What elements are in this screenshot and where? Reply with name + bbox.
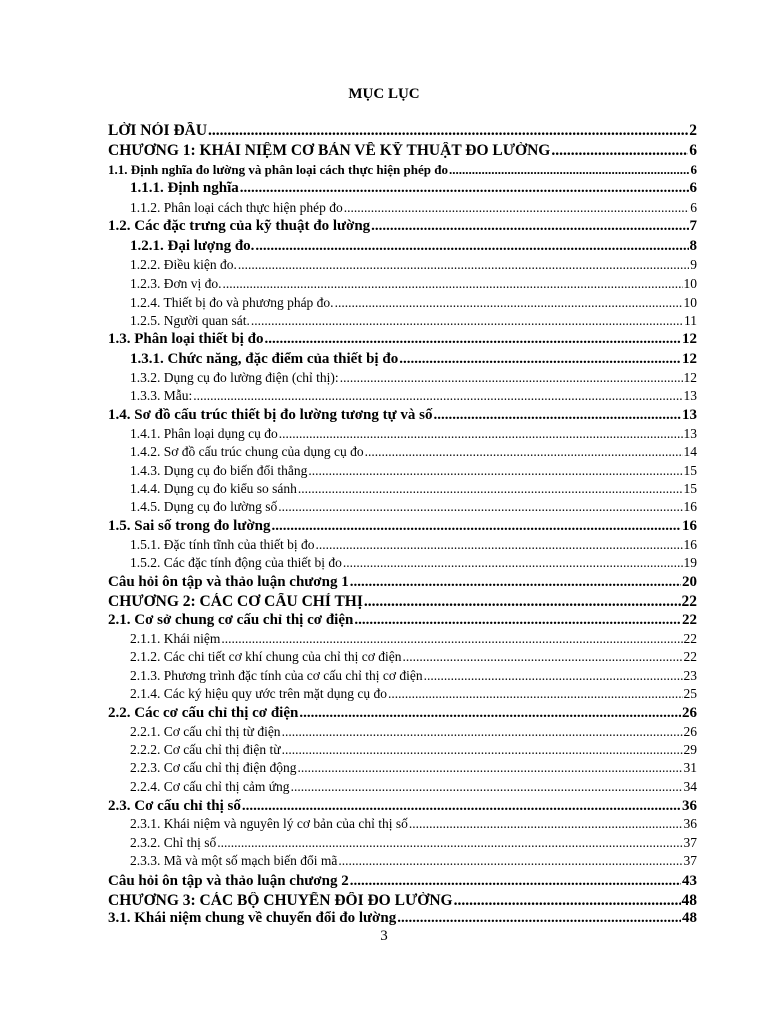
page-title: MỤC LỤC [348, 86, 420, 102]
toc-entry-label: 1.2. Các đặc trưng của kỹ thuật đo lường [108, 218, 371, 234]
toc-entry[interactable] [130, 276, 697, 292]
toc-entry-label: 1.4.5. Dụng cụ đo lường số [130, 499, 278, 514]
toc-entry[interactable] [130, 760, 697, 776]
toc-entry-label: 2.1.1. Khái niệm [130, 631, 221, 646]
toc-entry-page: 29 [683, 742, 697, 757]
page-number: 3 [380, 928, 388, 944]
toc-entry-page: 10 [683, 295, 697, 310]
toc-entry-label: 2.1.4. Các ký hiệu quy ước trên mặt dụng cụ đo [130, 686, 388, 701]
toc-entry[interactable] [130, 816, 697, 832]
toc-entry-label: 1.5.1. Đặc tính tĩnh của thiết bị đo [130, 537, 315, 552]
dot-leader [371, 218, 688, 235]
dot-leader [433, 407, 681, 424]
dot-leader [343, 555, 683, 571]
toc-entry-page: 6 [690, 162, 697, 177]
toc-entry-page: 16 [682, 518, 697, 534]
toc-entry[interactable] [130, 742, 697, 758]
toc-entry-page: 26 [682, 705, 697, 721]
toc-entry-page: 15 [683, 463, 697, 478]
dot-leader [282, 742, 683, 758]
toc-entry[interactable] [130, 388, 697, 404]
toc-entry[interactable] [108, 142, 697, 160]
toc-entry-page: 31 [683, 760, 697, 775]
toc-entry[interactable] [130, 426, 697, 442]
dot-leader [364, 593, 681, 611]
toc-entry-page: 15 [683, 481, 697, 496]
dot-leader [291, 779, 683, 795]
dot-leader [242, 798, 681, 815]
toc-entry-label: 1.1.2. Phân loại cách thực hiện phép đo [130, 200, 343, 215]
toc-entry[interactable] [130, 481, 697, 497]
toc-entry[interactable] [130, 835, 697, 851]
dot-leader [217, 835, 682, 851]
toc-entry-label: 1.2.1. Đại lượng đo. [130, 238, 255, 254]
toc-entry-label: 1.1. Định nghĩa đo lường và phân loại cách thực hiện phép đo [108, 162, 448, 177]
toc-entry[interactable] [130, 257, 697, 273]
toc-entry[interactable] [130, 295, 697, 311]
dot-leader [298, 760, 683, 776]
toc-entry[interactable] [130, 444, 697, 460]
toc-entry-label: 1.3.2. Dụng cụ đo lường điện (chỉ thị): [130, 370, 339, 385]
toc-entry-page: 20 [682, 574, 697, 590]
toc-entry-page: 16 [683, 537, 697, 552]
toc-entry-label: CHƯƠNG 3: CÁC BỘ CHUYỂN ĐỔI ĐO LƯỜNG [108, 892, 453, 909]
toc-entry-label: 2.3. Cơ cấu chỉ thị số [108, 798, 241, 814]
toc-entry-label: 1.4. Sơ đồ cấu trúc thiết bị đo lường tương tự và số [108, 407, 433, 423]
dot-leader [350, 873, 681, 890]
toc-entry-label: 1.3.1. Chức năng, đặc điểm của thiết bị đo [130, 351, 399, 367]
toc-entry-page: 12 [682, 351, 697, 367]
toc-entry[interactable] [108, 593, 697, 611]
toc-entry-page: 10 [683, 276, 697, 291]
dot-leader [338, 853, 682, 869]
toc-entry-page: 14 [683, 444, 697, 459]
dot-leader [402, 649, 682, 665]
toc-entry[interactable] [130, 631, 697, 647]
toc-entry[interactable] [130, 724, 697, 740]
toc-entry[interactable] [130, 351, 697, 368]
toc-entry-label: 1.5.2. Các đặc tính động của thiết bị đo [130, 555, 342, 570]
toc-entry-page: 9 [690, 257, 697, 272]
toc-entry-label: 1.2.4. Thiết bị đo và phương pháp đo. [130, 295, 334, 310]
toc-entry-label: 1.3.3. Mẫu: [130, 388, 193, 403]
toc-entry-label: 1.2.2. Điều kiện đo. [130, 257, 237, 272]
toc-entry-label: 1.4.4. Dụng cụ đo kiểu so sánh [130, 481, 297, 496]
toc-entry[interactable] [108, 705, 697, 722]
dot-leader [251, 313, 683, 329]
toc-entry-label: 1.4.3. Dụng cụ đo biến đổi thẳng [130, 463, 308, 478]
dot-leader [221, 631, 682, 647]
toc-entry-page: 37 [683, 835, 697, 850]
dot-leader [449, 162, 690, 178]
dot-leader [278, 499, 682, 515]
dot-leader [299, 705, 681, 722]
dot-leader [344, 200, 689, 216]
toc-entry-page: 22 [682, 612, 697, 628]
dot-leader [397, 910, 681, 927]
toc-entry[interactable] [130, 370, 697, 386]
toc-entry-label: 2.1.3. Phương trình đặc tính của cơ cấu chỉ thị cơ điện [130, 668, 423, 683]
toc-entry[interactable] [108, 122, 697, 140]
toc-entry-label: 2.2. Các cơ cấu chỉ thị cơ điện [108, 705, 299, 721]
toc-entry-page: 13 [683, 388, 697, 403]
toc-entry-page: 48 [681, 892, 697, 909]
toc-entry-label: 1.1.1. Định nghĩa [130, 180, 239, 196]
toc-entry-page: 48 [682, 910, 697, 926]
toc-entry-label: 1.2.3. Đơn vị đo. [130, 276, 222, 291]
toc-entry-page: 19 [683, 555, 697, 570]
dot-leader [223, 276, 683, 292]
toc-entry-page: 43 [682, 873, 697, 889]
toc-entry-label: 2.3.2. Chỉ thị số [130, 835, 217, 850]
toc-entry-page: 26 [683, 724, 697, 739]
toc-entry-label: CHƯƠNG 2: CÁC CƠ CẤU CHỈ THỊ [108, 593, 363, 610]
toc-entry-page: 25 [683, 686, 697, 701]
toc-entry[interactable] [130, 200, 697, 216]
toc-entry-page: 34 [683, 779, 697, 794]
dot-leader [340, 370, 683, 386]
toc-entry[interactable] [130, 555, 697, 571]
toc-entry[interactable] [130, 463, 697, 479]
dot-leader [208, 122, 688, 140]
toc-entry[interactable] [130, 180, 697, 197]
toc-entry-label: 1.4.1. Phân loại dụng cụ đo [130, 426, 278, 441]
dot-leader [350, 574, 681, 591]
toc-entry[interactable] [130, 238, 697, 255]
dot-leader [315, 537, 682, 553]
dot-leader [424, 668, 683, 684]
toc-entry-label: 2.3.3. Mã và một số mạch biến đổi mã [130, 853, 338, 868]
toc-entry-page: 16 [683, 499, 697, 514]
toc-entry-label: 2.1. Cơ sở chung cơ cấu chỉ thị cơ điện [108, 612, 354, 628]
toc-entry[interactable] [108, 574, 697, 591]
toc-entry[interactable] [108, 162, 697, 178]
toc-entry[interactable] [108, 910, 697, 927]
dot-leader [454, 892, 681, 910]
toc-entry-page: 12 [682, 331, 697, 347]
dot-leader [365, 444, 683, 460]
toc-entry-label: 1.3. Phân loại thiết bị đo [108, 331, 264, 347]
dot-leader [240, 180, 689, 197]
toc-entry-page: 22 [683, 649, 697, 664]
toc-entry-page: 36 [682, 798, 697, 814]
toc-entry[interactable] [130, 649, 697, 665]
toc-entry[interactable] [108, 612, 697, 629]
toc-entry-page: 6 [690, 200, 697, 215]
toc-entry-label: LỜI NÓI ĐẦU [108, 122, 208, 139]
dot-leader [308, 463, 682, 479]
toc-entry[interactable] [130, 779, 697, 795]
toc-entry-label: 1.4.2. Sơ đồ cấu trúc chung của dụng cụ đo [130, 444, 364, 459]
toc-entry-page: 13 [683, 426, 697, 441]
toc-entry-page: 37 [683, 853, 697, 868]
toc-entry-page: 2 [689, 122, 697, 139]
toc-entry-label: 2.2.1. Cơ cấu chỉ thị từ điện [130, 724, 281, 739]
dot-leader [238, 257, 689, 273]
toc-entry[interactable] [130, 686, 697, 702]
dot-leader [282, 724, 683, 740]
toc-entry-page: 36 [683, 816, 697, 831]
toc-entry-page: 8 [689, 238, 697, 254]
toc-entry-label: 1.2.5. Người quan sát. [130, 313, 250, 328]
toc-entry[interactable] [108, 873, 697, 890]
toc-entry[interactable] [130, 313, 697, 329]
toc-entry-page: 7 [689, 218, 697, 234]
toc-entry-page: 13 [682, 407, 697, 423]
dot-leader [551, 142, 688, 160]
dot-leader [193, 388, 682, 404]
toc-entry-label: Câu hỏi ôn tập và thảo luận chương 1 [108, 574, 349, 590]
toc-entry-label: 2.3.1. Khái niệm và nguyên lý cơ bản của chỉ thị số [130, 816, 408, 831]
dot-leader [354, 612, 681, 629]
dot-leader [388, 686, 682, 702]
toc-entry-label: Câu hỏi ôn tập và thảo luận chương 2 [108, 873, 349, 889]
toc-entry-page: 12 [683, 370, 697, 385]
toc-entry-label: 2.2.4. Cơ cấu chỉ thị cảm ứng [130, 779, 290, 794]
dot-leader [298, 481, 683, 497]
toc-entry[interactable] [108, 331, 697, 348]
toc-entry-page: 11 [684, 313, 697, 328]
toc-entry[interactable] [108, 892, 697, 910]
toc-entry[interactable] [108, 218, 697, 235]
toc-entry-page: 22 [681, 593, 697, 610]
toc-entry-label: 3.1. Khái niệm chung về chuyển đổi đo lường [108, 910, 397, 926]
toc-entry[interactable] [108, 407, 697, 424]
toc-entry[interactable] [130, 853, 697, 869]
dot-leader [335, 295, 683, 311]
toc-entry-page: 23 [683, 668, 697, 683]
toc-entry-label: CHƯƠNG 1: KHÁI NIỆM CƠ BẢN VỀ KỸ THUẬT ĐO LƯỜNG [108, 142, 551, 159]
toc-entry-label: 1.5. Sai số trong đo lường [108, 518, 271, 534]
toc-entry[interactable] [130, 499, 697, 515]
toc-entry-label: 2.1.2. Các chi tiết cơ khí chung của chỉ thị cơ điện [130, 649, 402, 664]
toc-entry-page: 22 [683, 631, 697, 646]
dot-leader [399, 351, 681, 368]
dot-leader [279, 426, 683, 442]
dot-leader [255, 238, 688, 255]
toc-entry-label: 2.2.2. Cơ cấu chỉ thị điện từ [130, 742, 281, 757]
dot-leader [409, 816, 683, 832]
toc-entry-page: 6 [689, 180, 697, 196]
toc-entry-page: 6 [689, 142, 697, 159]
toc-entry[interactable] [130, 668, 697, 684]
toc-entry[interactable] [130, 537, 697, 553]
toc-entry[interactable] [108, 798, 697, 815]
dot-leader [271, 518, 681, 535]
dot-leader [264, 331, 681, 348]
toc-entry[interactable] [108, 518, 697, 535]
toc-entry-label: 2.2.3. Cơ cấu chỉ thị điện động [130, 760, 297, 775]
